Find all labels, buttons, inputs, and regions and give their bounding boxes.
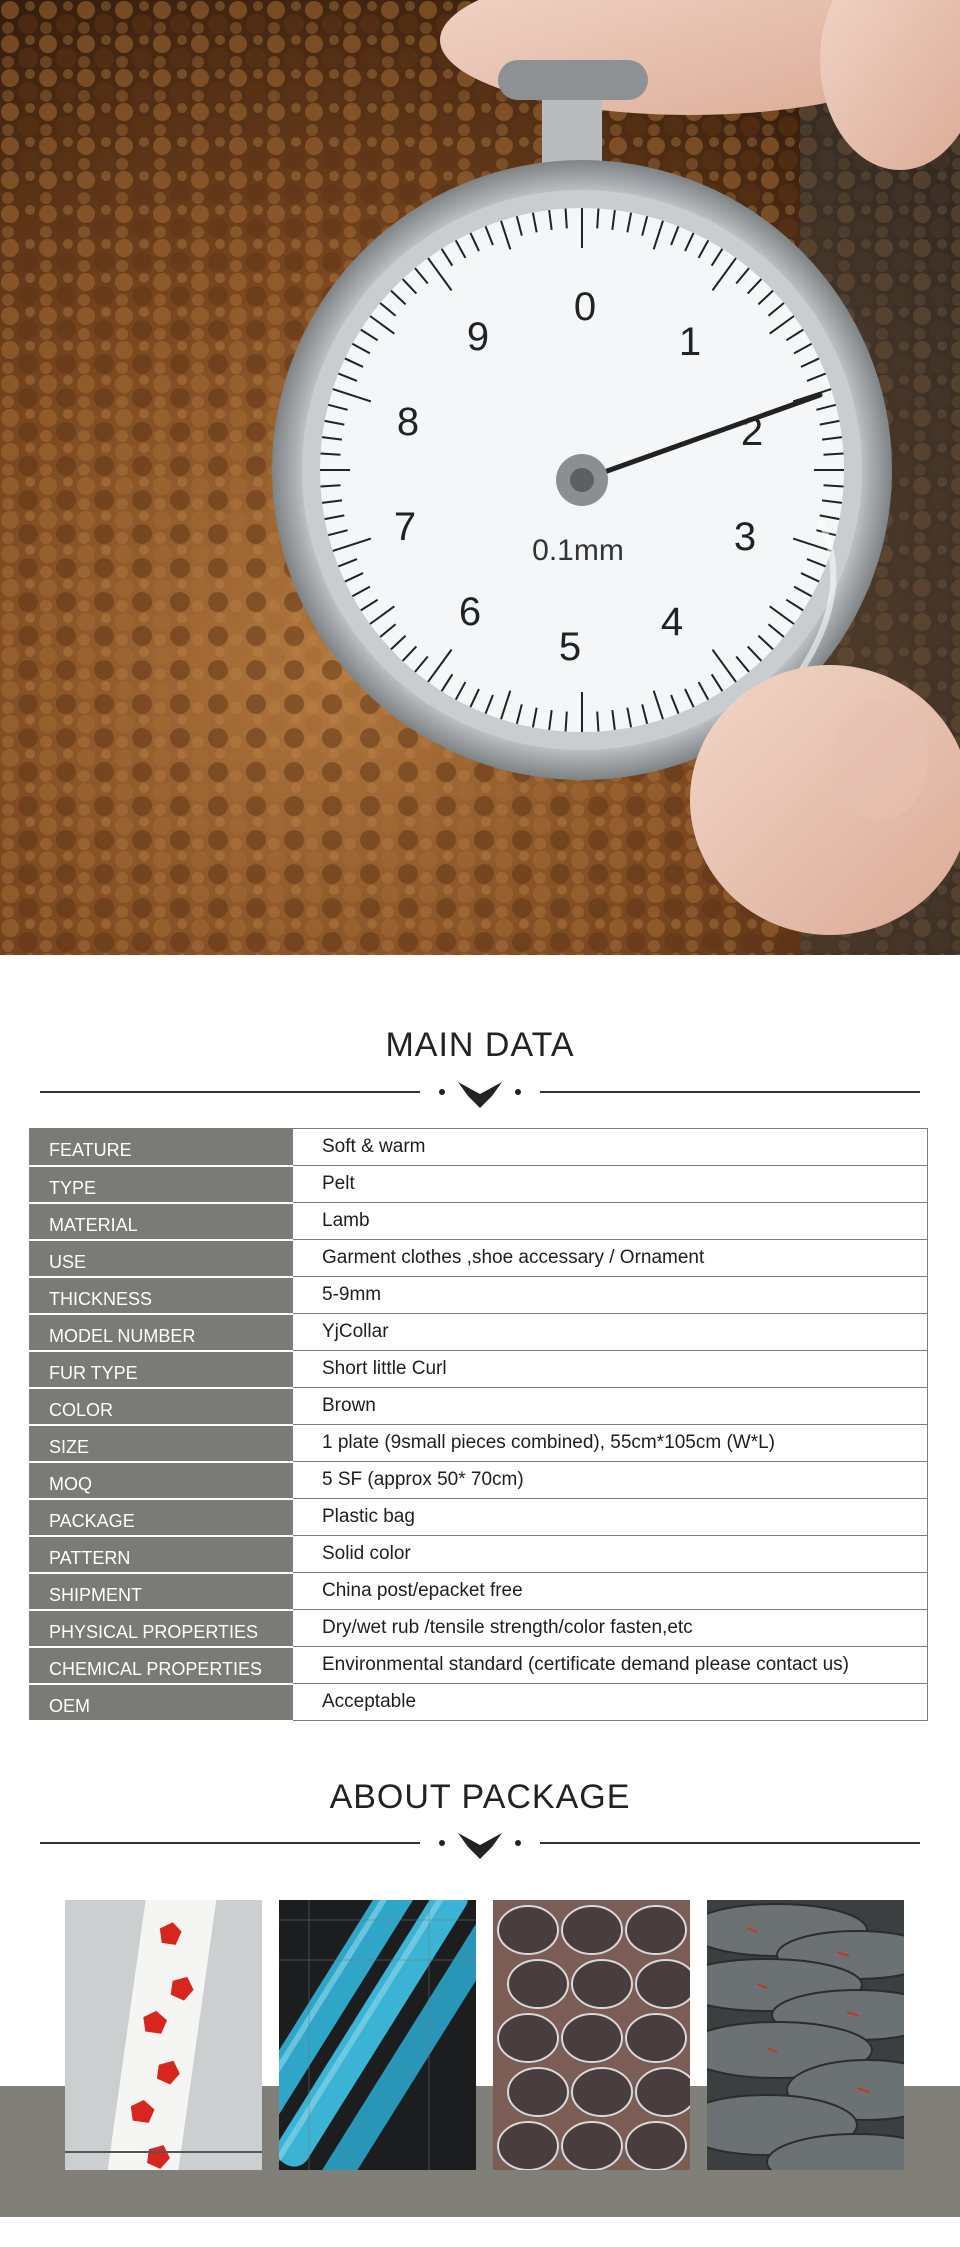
spec-row bbox=[30, 1499, 928, 1536]
gauge-tick bbox=[566, 209, 567, 229]
spec-key: FEATURE bbox=[30, 1129, 293, 1166]
spec-value: Acceptable bbox=[293, 1684, 928, 1721]
spec-value: Lamb bbox=[293, 1203, 928, 1240]
dial-number-9: 9 bbox=[466, 315, 490, 359]
spec-row bbox=[30, 1166, 928, 1203]
spec-value: Pelt bbox=[293, 1166, 928, 1203]
dial-number-5: 5 bbox=[558, 625, 582, 669]
spec-row bbox=[30, 1462, 928, 1499]
spec-key: USE bbox=[30, 1240, 293, 1277]
spec-key: PHYSICAL PROPERTIES bbox=[30, 1610, 293, 1647]
spec-value: 5 SF (approx 50* 70cm) bbox=[293, 1462, 928, 1499]
main-data-divider bbox=[40, 1072, 920, 1112]
spec-row bbox=[30, 1240, 928, 1277]
spec-key: CHEMICAL PROPERTIES bbox=[30, 1647, 293, 1684]
spec-row bbox=[30, 1684, 928, 1721]
dial-number-3: 3 bbox=[733, 515, 757, 559]
bundle bbox=[498, 2014, 558, 2062]
dial-number-0: 0 bbox=[573, 285, 597, 329]
gauge-tick bbox=[566, 712, 567, 732]
bundle bbox=[626, 2122, 686, 2170]
spec-value: China post/epacket free bbox=[293, 1573, 928, 1610]
gauge-tick bbox=[597, 712, 598, 732]
spec-value: YjCollar bbox=[293, 1314, 928, 1351]
bundle bbox=[636, 1960, 690, 2008]
spec-key: MATERIAL bbox=[30, 1203, 293, 1240]
bundle bbox=[562, 1906, 622, 1954]
spec-row bbox=[30, 1203, 928, 1240]
bundle bbox=[508, 2068, 568, 2116]
dial-number-8: 8 bbox=[396, 400, 420, 444]
spec-row bbox=[30, 1277, 928, 1314]
package-photo-blue-rolls bbox=[279, 1900, 476, 2170]
spec-key: PACKAGE bbox=[30, 1499, 293, 1536]
bundle bbox=[508, 1960, 568, 2008]
bundle bbox=[498, 2122, 558, 2170]
spec-row bbox=[30, 1425, 928, 1462]
bundle bbox=[572, 2068, 632, 2116]
bundle bbox=[562, 2122, 622, 2170]
spec-value: Garment clothes ,shoe accessary / Ornament bbox=[293, 1240, 928, 1277]
dial-number-6: 6 bbox=[458, 590, 482, 634]
gauge-unit-label: 0.1mm bbox=[532, 534, 624, 567]
spec-key: FUR TYPE bbox=[30, 1351, 293, 1388]
spec-value: 1 plate (9small pieces combined), 55cm*105cm (W*L) bbox=[293, 1425, 928, 1462]
spec-value: Short little Curl bbox=[293, 1351, 928, 1388]
spec-row bbox=[30, 1610, 928, 1647]
about-package-divider bbox=[40, 1823, 920, 1863]
gauge-tick bbox=[321, 454, 341, 455]
dial-number-2: 2 bbox=[740, 410, 764, 454]
hero-photo bbox=[0, 0, 960, 955]
spec-value: Environmental standard (certificate demand please contact us) bbox=[293, 1647, 928, 1684]
dial-number-1: 1 bbox=[678, 320, 702, 364]
bundle bbox=[626, 1906, 686, 1954]
spec-value: Brown bbox=[293, 1388, 928, 1425]
about-package-title: ABOUT PACKAGE bbox=[329, 1778, 631, 1816]
spec-value: Soft & warm bbox=[293, 1129, 928, 1166]
spec-row bbox=[30, 1536, 928, 1573]
bundle bbox=[562, 2014, 622, 2062]
gauge-tick bbox=[824, 454, 844, 455]
bundle bbox=[572, 1960, 632, 2008]
main-data-table bbox=[29, 1128, 928, 1722]
spec-value: Solid color bbox=[293, 1536, 928, 1573]
dial-number-4: 4 bbox=[660, 600, 684, 644]
spec-key: OEM bbox=[30, 1684, 293, 1721]
main-data-title: MAIN DATA bbox=[385, 1026, 575, 1064]
spec-key: MOQ bbox=[30, 1462, 293, 1499]
spec-key: PATTERN bbox=[30, 1536, 293, 1573]
spec-key: COLOR bbox=[30, 1388, 293, 1425]
spec-row bbox=[30, 1647, 928, 1684]
spec-row bbox=[30, 1129, 928, 1166]
spec-value: 5-9mm bbox=[293, 1277, 928, 1314]
bundle bbox=[498, 1906, 558, 1954]
bundle bbox=[626, 2014, 686, 2062]
spec-row bbox=[30, 1314, 928, 1351]
gauge-tick bbox=[321, 485, 341, 486]
package-photo-grey-bags bbox=[707, 1900, 904, 2170]
gauge-tick bbox=[597, 209, 598, 229]
package-photo-bagged-bundles bbox=[493, 1900, 690, 2170]
package-photo-white-roll bbox=[65, 1900, 262, 2170]
spec-row bbox=[30, 1388, 928, 1425]
spec-key: SHIPMENT bbox=[30, 1573, 293, 1610]
spec-key: SIZE bbox=[30, 1425, 293, 1462]
bundle bbox=[636, 2068, 690, 2116]
dial-number-7: 7 bbox=[393, 505, 417, 549]
spec-value: Plastic bag bbox=[293, 1499, 928, 1536]
spec-row bbox=[30, 1351, 928, 1388]
spec-key: THICKNESS bbox=[30, 1277, 293, 1314]
spec-key: MODEL NUMBER bbox=[30, 1314, 293, 1351]
spec-row bbox=[30, 1573, 928, 1610]
spec-key: TYPE bbox=[30, 1166, 293, 1203]
gauge-tick bbox=[824, 485, 844, 486]
spec-value: Dry/wet rub /tensile strength/color fasten,etc bbox=[293, 1610, 928, 1647]
